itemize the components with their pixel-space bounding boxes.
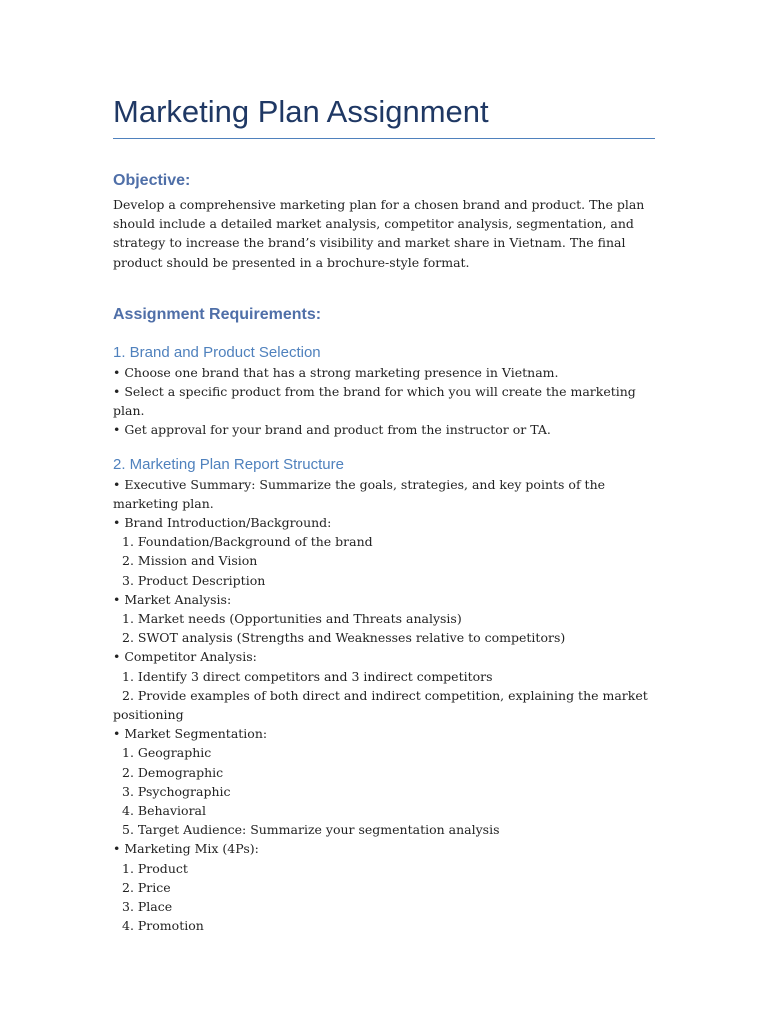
list-item: 1. Product: [122, 860, 188, 876]
objective-heading: Objective:: [113, 172, 191, 189]
list-item: 3. Product Description: [122, 572, 266, 588]
list-item: • Market Segmentation:: [113, 726, 268, 742]
list-item: • Choose one brand that has a strong marketing presence in Vietnam.: [113, 364, 559, 380]
list-item: • Get approval for your brand and product from the instructor or TA.: [113, 422, 551, 438]
list-item: 3. Psychographic: [122, 783, 231, 799]
list-item: • Competitor Analysis:: [113, 649, 257, 665]
section2-list: [113, 475, 655, 936]
document-title: Marketing Plan Assignment: [113, 94, 489, 129]
document-body: [113, 92, 655, 936]
list-item: • Brand Introduction/Background:: [113, 515, 332, 531]
objective-paragraph: Develop a comprehensive marketing plan for a chosen brand and product. The plan should include a detailed market analysis, competitor analysis, segmentation, and strategy to increase the brand’s visibility and market share in Vietnam. The final product should be presented in a brochure-style format.: [113, 197, 645, 270]
list-item: 2. Provide examples of both direct and indirect competition, explaining the market positioning: [113, 687, 648, 723]
list-item: 2. Mission and Vision: [122, 553, 258, 569]
requirements-heading: Assignment Requirements:: [113, 305, 322, 323]
list-item: 1. Market needs (Opportunities and Threats analysis): [122, 611, 462, 627]
section1-list: [113, 363, 655, 440]
list-item: • Marketing Mix (4Ps):: [113, 841, 259, 857]
list-item: 2. Demographic: [122, 764, 224, 780]
list-item: 4. Promotion: [122, 918, 204, 934]
list-item: 2. Price: [122, 879, 171, 895]
list-item: 1. Geographic: [122, 745, 212, 761]
list-item: 1. Foundation/Background of the brand: [122, 534, 373, 550]
list-item: 3. Place: [122, 899, 173, 915]
list-item: 2. SWOT analysis (Strengths and Weaknesses relative to competitors): [122, 630, 566, 646]
list-item: 1. Identify 3 direct competitors and 3 indirect competitors: [122, 668, 493, 684]
list-item: 5. Target Audience: Summarize your segmentation analysis: [122, 822, 500, 838]
section2-heading: 2. Marketing Plan Report Structure: [113, 455, 344, 473]
title-underline: [113, 138, 655, 139]
section1-heading: 1. Brand and Product Selection: [113, 343, 321, 361]
list-item: 4. Behavioral: [122, 803, 206, 819]
list-item: • Market Analysis:: [113, 591, 232, 607]
list-item: • Select a specific product from the brand for which you will create the marketing plan.: [113, 384, 636, 419]
list-item: • Executive Summary: Summarize the goals, strategies, and key points of the marketing plan.: [113, 476, 606, 511]
